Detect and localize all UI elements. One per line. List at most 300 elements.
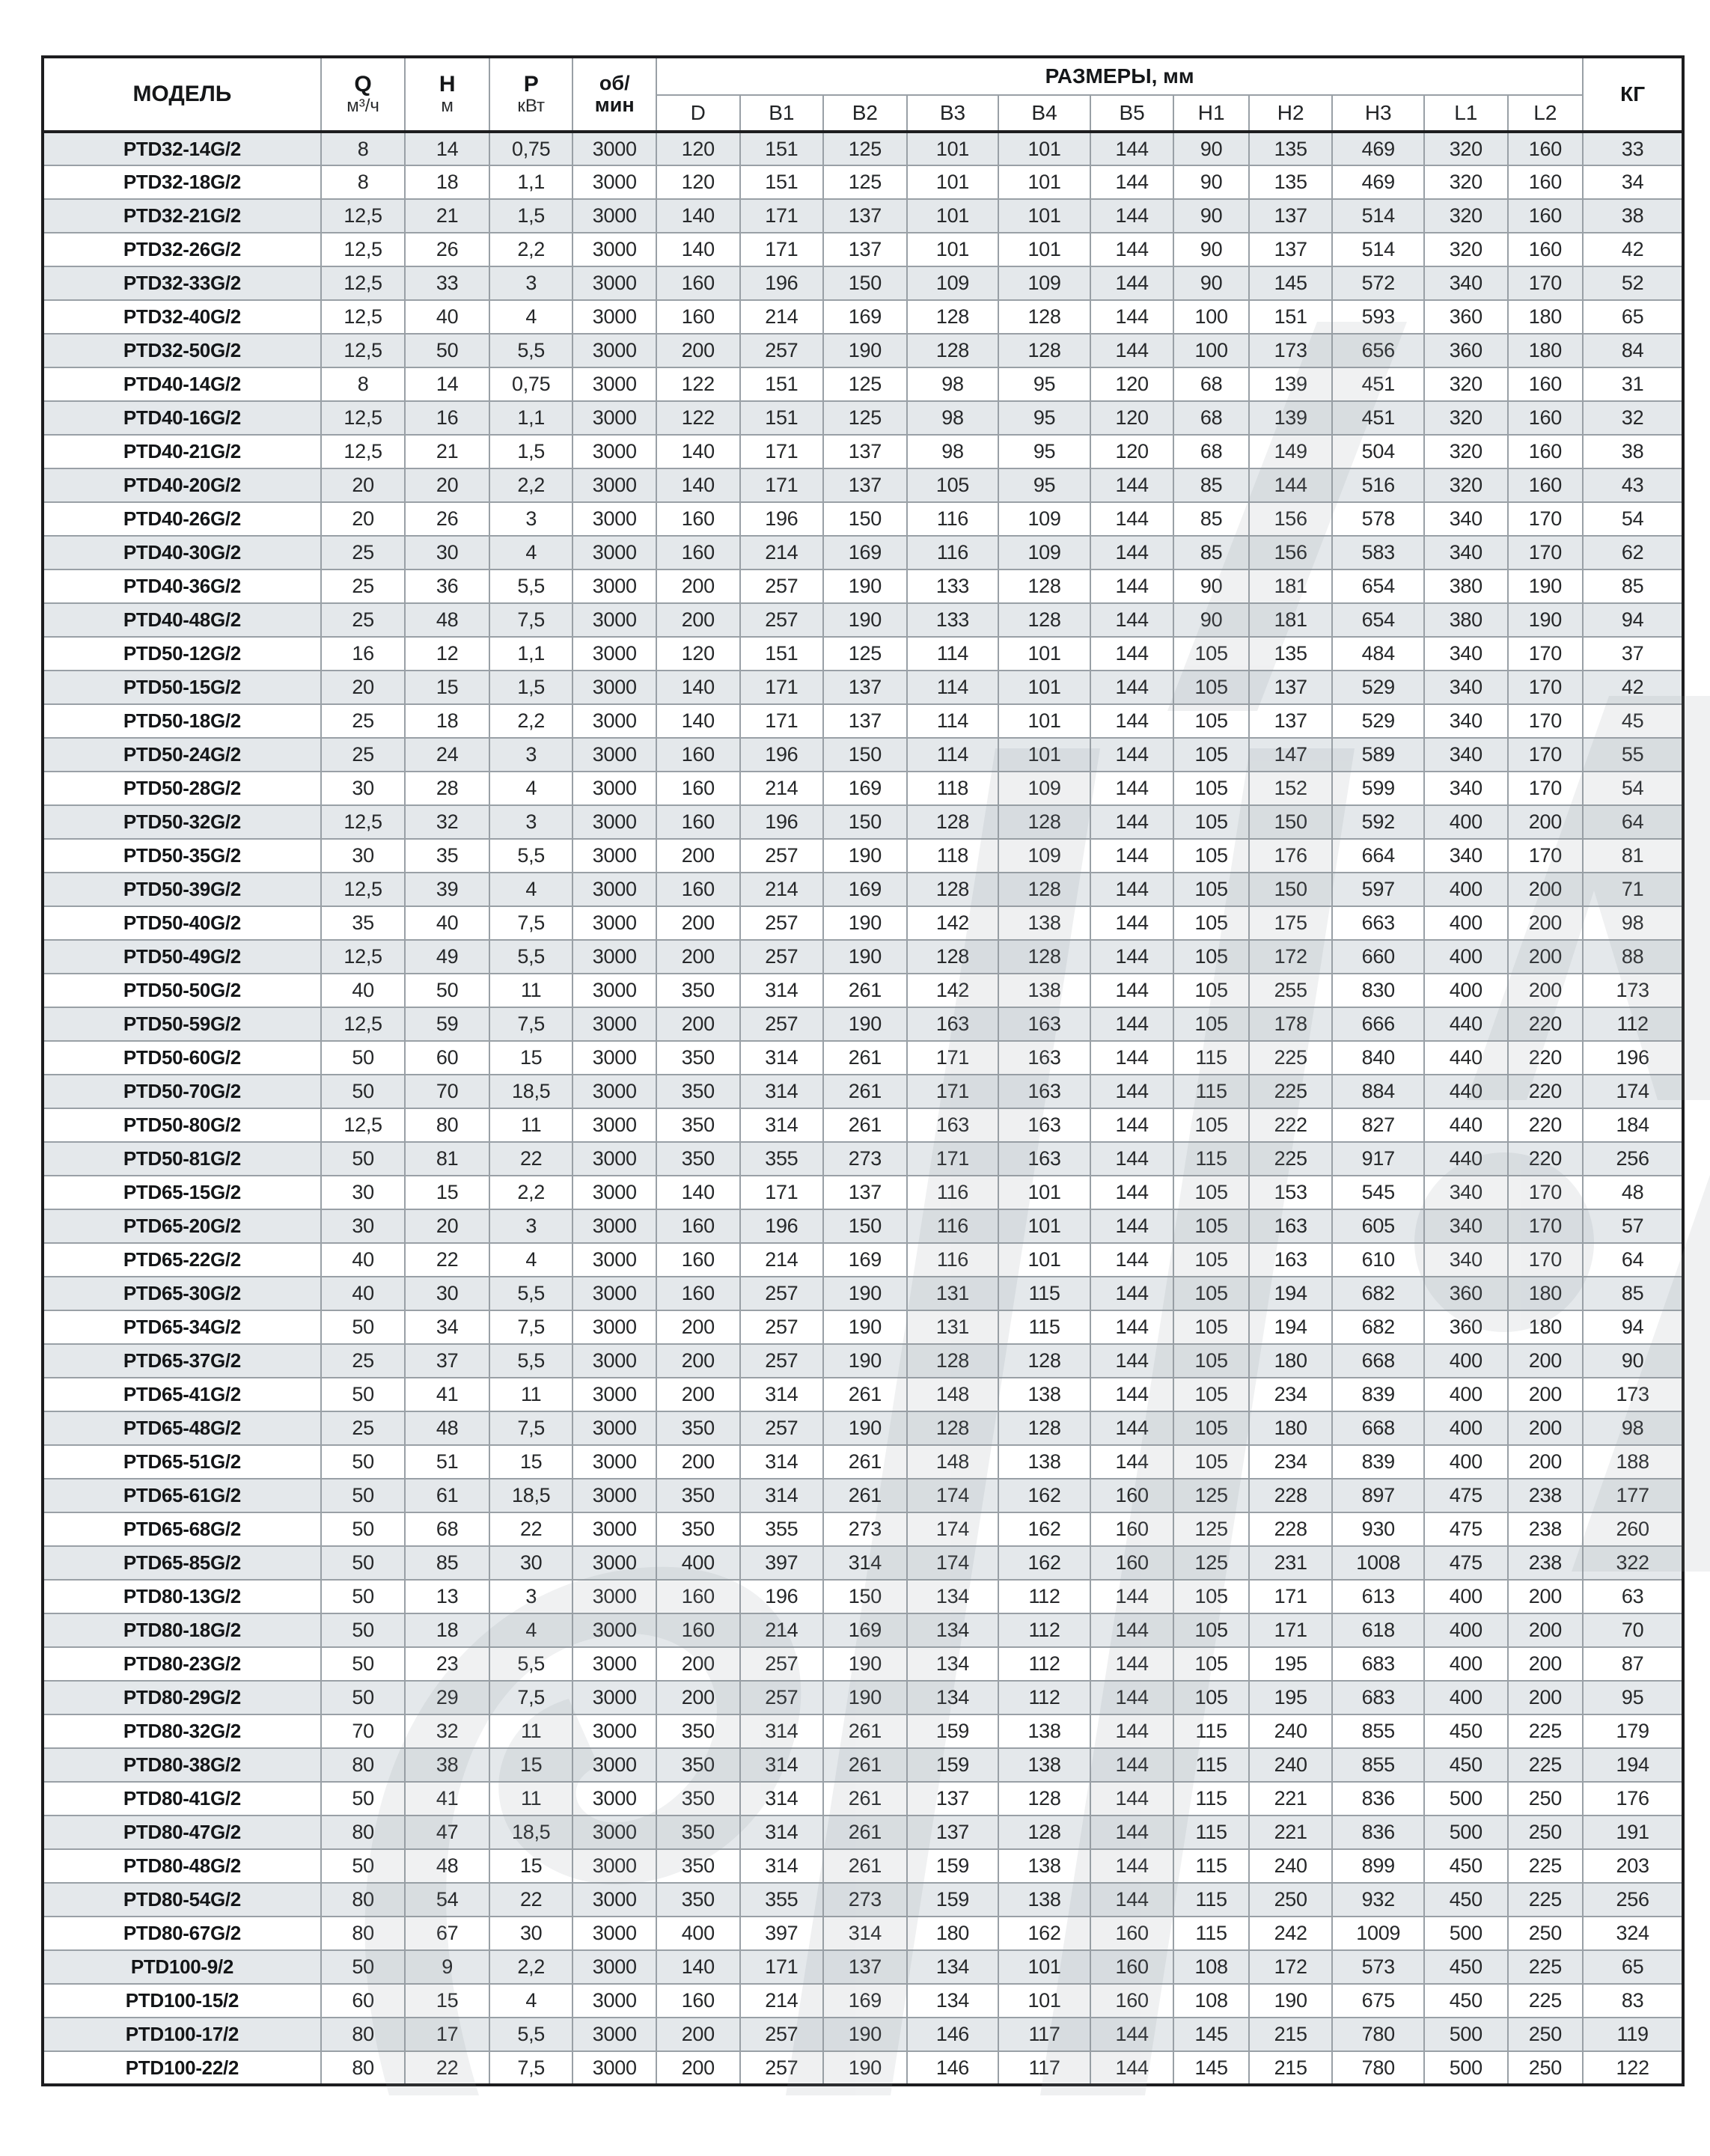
value-cell: 200: [656, 1344, 740, 1378]
value-cell: 144: [1090, 1445, 1174, 1479]
value-cell: 9: [405, 1950, 489, 1984]
table-row: [43, 1748, 1683, 1782]
value-cell: 137: [823, 435, 907, 468]
value-cell: 105: [1173, 704, 1248, 738]
value-cell: 26: [405, 502, 489, 536]
value-cell: 50: [321, 1849, 406, 1883]
value-cell: 85: [1173, 502, 1248, 536]
value-cell: 683: [1332, 1647, 1424, 1681]
value-cell: 128: [998, 569, 1090, 603]
value-cell: 128: [998, 300, 1090, 334]
table-row: [43, 1209, 1683, 1243]
value-cell: 148: [907, 1378, 999, 1411]
value-cell: 32: [1583, 401, 1683, 435]
table-row: [43, 1546, 1683, 1580]
value-cell: 149: [1249, 435, 1333, 468]
value-cell: 613: [1332, 1580, 1424, 1613]
value-cell: 151: [740, 132, 824, 165]
value-cell: 257: [740, 1411, 824, 1445]
value-cell: 144: [1090, 974, 1174, 1007]
value-cell: 160: [1508, 132, 1584, 165]
value-cell: 314: [740, 1041, 824, 1075]
value-cell: 3000: [572, 637, 656, 671]
value-cell: 12,5: [321, 805, 406, 839]
table-row: [43, 1411, 1683, 1445]
table-row: [43, 1613, 1683, 1647]
value-cell: 105: [1173, 873, 1248, 906]
value-cell: 144: [1090, 199, 1174, 233]
value-cell: 340: [1424, 772, 1508, 805]
value-cell: 400: [1424, 1647, 1508, 1681]
value-cell: 160: [656, 502, 740, 536]
model-cell: PTD32-18G/2: [43, 165, 321, 199]
value-cell: 101: [998, 1950, 1090, 1984]
value-cell: 14: [405, 132, 489, 165]
model-cell: PTD65-37G/2: [43, 1344, 321, 1378]
value-cell: 98: [1583, 906, 1683, 940]
table-row: [43, 704, 1683, 738]
value-cell: 3000: [572, 805, 656, 839]
value-cell: 3000: [572, 1378, 656, 1411]
value-cell: 162: [998, 1546, 1090, 1580]
value-cell: 160: [1090, 1917, 1174, 1950]
value-cell: 314: [740, 1782, 824, 1816]
model-cell: PTD65-22G/2: [43, 1243, 321, 1277]
value-cell: 200: [656, 2018, 740, 2051]
value-cell: 21: [405, 435, 489, 468]
value-cell: 101: [907, 233, 999, 266]
value-cell: 144: [1249, 468, 1333, 502]
value-cell: 156: [1249, 502, 1333, 536]
value-cell: 170: [1508, 637, 1584, 671]
value-cell: 160: [656, 536, 740, 569]
value-cell: 125: [823, 401, 907, 435]
value-cell: 105: [1173, 1176, 1248, 1209]
value-cell: 174: [907, 1546, 999, 1580]
value-cell: 238: [1508, 1546, 1584, 1580]
value-cell: 675: [1332, 1984, 1424, 2018]
model-cell: PTD40-21G/2: [43, 435, 321, 468]
value-cell: 144: [1090, 502, 1174, 536]
value-cell: 196: [740, 738, 824, 772]
value-cell: 836: [1332, 1782, 1424, 1816]
value-cell: 3000: [572, 1243, 656, 1277]
value-cell: 138: [998, 906, 1090, 940]
model-cell: PTD80-67G/2: [43, 1917, 321, 1950]
value-cell: 190: [823, 603, 907, 637]
value-cell: 160: [656, 1209, 740, 1243]
value-cell: 3: [489, 1209, 573, 1243]
value-cell: 3000: [572, 1176, 656, 1209]
value-cell: 117: [998, 2051, 1090, 2085]
value-cell: 22: [405, 2051, 489, 2085]
value-cell: 3000: [572, 367, 656, 401]
value-cell: 3000: [572, 1075, 656, 1108]
value-cell: 200: [1508, 1378, 1584, 1411]
value-cell: 17: [405, 2018, 489, 2051]
value-cell: 261: [823, 1378, 907, 1411]
column-header-h1: H1: [1173, 95, 1248, 132]
value-cell: 170: [1508, 502, 1584, 536]
value-cell: 38: [1583, 435, 1683, 468]
model-cell: PTD65-68G/2: [43, 1512, 321, 1546]
value-cell: 22: [489, 1142, 573, 1176]
value-cell: 12,5: [321, 1108, 406, 1142]
value-cell: 0,75: [489, 367, 573, 401]
value-cell: 261: [823, 1816, 907, 1849]
table-header: [43, 57, 1683, 132]
value-cell: 15: [405, 671, 489, 704]
value-cell: 3: [489, 738, 573, 772]
value-cell: 1,1: [489, 401, 573, 435]
value-cell: 68: [1173, 401, 1248, 435]
value-cell: 41: [405, 1378, 489, 1411]
value-cell: 3000: [572, 1445, 656, 1479]
value-cell: 159: [907, 1849, 999, 1883]
model-cell: PTD80-41G/2: [43, 1782, 321, 1816]
value-cell: 150: [823, 502, 907, 536]
value-cell: 257: [740, 2018, 824, 2051]
rpm-line1: об/: [599, 72, 630, 94]
model-cell: PTD65-61G/2: [43, 1479, 321, 1512]
value-cell: 220: [1508, 1108, 1584, 1142]
value-cell: 144: [1090, 1344, 1174, 1378]
value-cell: 256: [1583, 1142, 1683, 1176]
value-cell: 3000: [572, 1883, 656, 1917]
value-cell: 160: [1508, 165, 1584, 199]
value-cell: 156: [1249, 536, 1333, 569]
value-cell: 144: [1090, 569, 1174, 603]
column-header-model: МОДЕЛЬ: [43, 57, 321, 132]
value-cell: 30: [405, 1277, 489, 1310]
table-row: [43, 873, 1683, 906]
value-cell: 70: [405, 1075, 489, 1108]
value-cell: 119: [1583, 2018, 1683, 2051]
value-cell: 3000: [572, 401, 656, 435]
value-cell: 250: [1508, 1782, 1584, 1816]
value-cell: 172: [1249, 940, 1333, 974]
value-cell: 144: [1090, 2018, 1174, 2051]
value-cell: 660: [1332, 940, 1424, 974]
value-cell: 400: [1424, 1681, 1508, 1714]
value-cell: 137: [823, 468, 907, 502]
value-cell: 144: [1090, 1243, 1174, 1277]
column-header-rpm: [572, 57, 656, 132]
value-cell: 314: [740, 1479, 824, 1512]
value-cell: 8: [321, 367, 406, 401]
value-cell: 400: [1424, 940, 1508, 974]
value-cell: 314: [740, 1816, 824, 1849]
value-cell: 169: [823, 1243, 907, 1277]
model-cell: PTD50-59G/2: [43, 1007, 321, 1041]
h-symbol: Н: [439, 72, 456, 97]
value-cell: 340: [1424, 839, 1508, 873]
value-cell: 151: [740, 165, 824, 199]
value-cell: 138: [998, 1748, 1090, 1782]
value-cell: 144: [1090, 1782, 1174, 1816]
value-cell: 190: [823, 1344, 907, 1378]
value-cell: 98: [907, 435, 999, 468]
value-cell: 196: [740, 805, 824, 839]
value-cell: 171: [740, 671, 824, 704]
value-cell: 144: [1090, 1108, 1174, 1142]
value-cell: 34: [405, 1310, 489, 1344]
value-cell: 475: [1424, 1479, 1508, 1512]
model-cell: PTD40-16G/2: [43, 401, 321, 435]
value-cell: 200: [656, 1007, 740, 1041]
value-cell: 115: [1173, 1142, 1248, 1176]
value-cell: 101: [998, 1984, 1090, 2018]
table-row: [43, 805, 1683, 839]
value-cell: 128: [998, 1411, 1090, 1445]
value-cell: 151: [1249, 300, 1333, 334]
value-cell: 32: [405, 1714, 489, 1748]
value-cell: 150: [823, 266, 907, 300]
value-cell: 220: [1508, 1142, 1584, 1176]
value-cell: 101: [998, 199, 1090, 233]
value-cell: 5,5: [489, 1344, 573, 1378]
value-cell: 666: [1332, 1007, 1424, 1041]
value-cell: 118: [907, 772, 999, 805]
value-cell: 0,75: [489, 132, 573, 165]
value-cell: 257: [740, 603, 824, 637]
value-cell: 190: [823, 940, 907, 974]
value-cell: 20: [405, 468, 489, 502]
table-row: [43, 1277, 1683, 1310]
value-cell: 514: [1332, 233, 1424, 266]
model-cell: PTD50-15G/2: [43, 671, 321, 704]
value-cell: 115: [1173, 1041, 1248, 1075]
value-cell: 108: [1173, 1950, 1248, 1984]
value-cell: 170: [1508, 671, 1584, 704]
value-cell: 3000: [572, 1580, 656, 1613]
table-row: [43, 199, 1683, 233]
value-cell: 5,5: [489, 839, 573, 873]
value-cell: 40: [405, 906, 489, 940]
value-cell: 116: [907, 1243, 999, 1277]
value-cell: 932: [1332, 1883, 1424, 1917]
value-cell: 11: [489, 1714, 573, 1748]
value-cell: 360: [1424, 334, 1508, 367]
value-cell: 70: [1583, 1613, 1683, 1647]
value-cell: 105: [1173, 805, 1248, 839]
table-row: [43, 671, 1683, 704]
table-row: [43, 1243, 1683, 1277]
value-cell: 173: [1583, 1378, 1683, 1411]
value-cell: 47: [405, 1816, 489, 1849]
value-cell: 101: [998, 165, 1090, 199]
value-cell: 169: [823, 772, 907, 805]
value-cell: 190: [1249, 1984, 1333, 2018]
model-cell: PTD32-40G/2: [43, 300, 321, 334]
value-cell: 101: [998, 738, 1090, 772]
value-cell: 250: [1508, 1917, 1584, 1950]
value-cell: 3000: [572, 1984, 656, 2018]
value-cell: 150: [1249, 805, 1333, 839]
value-cell: 234: [1249, 1445, 1333, 1479]
value-cell: 18,5: [489, 1075, 573, 1108]
value-cell: 125: [1173, 1546, 1248, 1580]
value-cell: 5,5: [489, 569, 573, 603]
value-cell: 173: [1249, 334, 1333, 367]
value-cell: 4: [489, 300, 573, 334]
value-cell: 3000: [572, 1849, 656, 1883]
table-row: [43, 603, 1683, 637]
value-cell: 64: [1583, 805, 1683, 839]
table-row: [43, 1108, 1683, 1142]
model-cell: PTD40-48G/2: [43, 603, 321, 637]
value-cell: 169: [823, 536, 907, 569]
value-cell: 20: [321, 502, 406, 536]
table-row: [43, 165, 1683, 199]
value-cell: 180: [1508, 1310, 1584, 1344]
value-cell: 225: [1508, 1748, 1584, 1782]
value-cell: 153: [1249, 1176, 1333, 1209]
value-cell: 200: [656, 2051, 740, 2085]
value-cell: 100: [1173, 334, 1248, 367]
value-cell: 125: [1173, 1479, 1248, 1512]
value-cell: 80: [321, 2051, 406, 2085]
table-row: [43, 1816, 1683, 1849]
value-cell: 664: [1332, 839, 1424, 873]
value-cell: 178: [1249, 1007, 1333, 1041]
value-cell: 240: [1249, 1849, 1333, 1883]
value-cell: 200: [656, 940, 740, 974]
value-cell: 68: [405, 1512, 489, 1546]
value-cell: 350: [656, 1142, 740, 1176]
value-cell: 3000: [572, 1041, 656, 1075]
column-header-kg: КГ: [1583, 57, 1683, 132]
value-cell: 3000: [572, 233, 656, 266]
table-row: [43, 401, 1683, 435]
value-cell: 855: [1332, 1748, 1424, 1782]
value-cell: 59: [405, 1007, 489, 1041]
value-cell: 101: [998, 1243, 1090, 1277]
value-cell: 917: [1332, 1142, 1424, 1176]
value-cell: 780: [1332, 2051, 1424, 2085]
value-cell: 101: [907, 165, 999, 199]
value-cell: 682: [1332, 1277, 1424, 1310]
value-cell: 3: [489, 1580, 573, 1613]
value-cell: 137: [1249, 233, 1333, 266]
value-cell: 257: [740, 569, 824, 603]
value-cell: 101: [998, 704, 1090, 738]
value-cell: 138: [998, 1378, 1090, 1411]
value-cell: 105: [1173, 772, 1248, 805]
value-cell: 3: [489, 266, 573, 300]
table-row: [43, 1714, 1683, 1748]
column-header-h: [405, 57, 489, 132]
value-cell: 140: [656, 704, 740, 738]
value-cell: 87: [1583, 1647, 1683, 1681]
value-cell: 128: [998, 940, 1090, 974]
value-cell: 350: [656, 1714, 740, 1748]
value-cell: 140: [656, 671, 740, 704]
value-cell: 173: [1583, 974, 1683, 1007]
value-cell: 214: [740, 1984, 824, 2018]
value-cell: 1,5: [489, 671, 573, 704]
value-cell: 171: [740, 435, 824, 468]
model-cell: PTD65-41G/2: [43, 1378, 321, 1411]
value-cell: 340: [1424, 738, 1508, 772]
value-cell: 94: [1583, 1310, 1683, 1344]
value-cell: 125: [823, 132, 907, 165]
value-cell: 16: [321, 637, 406, 671]
model-cell: PTD80-32G/2: [43, 1714, 321, 1748]
table-row: [43, 367, 1683, 401]
value-cell: 115: [998, 1277, 1090, 1310]
model-cell: PTD65-30G/2: [43, 1277, 321, 1310]
value-cell: 144: [1090, 266, 1174, 300]
value-cell: 109: [998, 536, 1090, 569]
value-cell: 81: [1583, 839, 1683, 873]
value-cell: 90: [1173, 199, 1248, 233]
h-unit: м: [441, 96, 454, 116]
value-cell: 350: [656, 1075, 740, 1108]
value-cell: 257: [740, 1647, 824, 1681]
value-cell: 109: [907, 266, 999, 300]
value-cell: 122: [656, 401, 740, 435]
value-cell: 400: [1424, 1580, 1508, 1613]
value-cell: 14: [405, 367, 489, 401]
value-cell: 12,5: [321, 940, 406, 974]
value-cell: 350: [656, 1108, 740, 1142]
value-cell: 654: [1332, 603, 1424, 637]
model-cell: PTD40-36G/2: [43, 569, 321, 603]
model-cell: PTD50-49G/2: [43, 940, 321, 974]
value-cell: 171: [740, 468, 824, 502]
value-cell: 160: [656, 1277, 740, 1310]
value-cell: 314: [823, 1917, 907, 1950]
value-cell: 257: [740, 1344, 824, 1378]
value-cell: 257: [740, 1007, 824, 1041]
value-cell: 128: [998, 873, 1090, 906]
value-cell: 18: [405, 165, 489, 199]
value-cell: 144: [1090, 1007, 1174, 1041]
value-cell: 160: [656, 300, 740, 334]
model-cell: PTD40-20G/2: [43, 468, 321, 502]
value-cell: 137: [907, 1816, 999, 1849]
value-cell: 200: [656, 1378, 740, 1411]
value-cell: 314: [823, 1546, 907, 1580]
value-cell: 116: [907, 1209, 999, 1243]
value-cell: 200: [656, 569, 740, 603]
value-cell: 839: [1332, 1445, 1424, 1479]
value-cell: 54: [405, 1883, 489, 1917]
value-cell: 144: [1090, 1883, 1174, 1917]
value-cell: 105: [1173, 1445, 1248, 1479]
value-cell: 67: [405, 1917, 489, 1950]
value-cell: 260: [1583, 1512, 1683, 1546]
value-cell: 115: [1173, 1816, 1248, 1849]
value-cell: 30: [405, 536, 489, 569]
value-cell: 50: [321, 1041, 406, 1075]
value-cell: 171: [1249, 1613, 1333, 1647]
value-cell: 170: [1508, 536, 1584, 569]
value-cell: 780: [1332, 2018, 1424, 2051]
value-cell: 83: [1583, 1984, 1683, 2018]
value-cell: 451: [1332, 367, 1424, 401]
value-cell: 25: [321, 704, 406, 738]
value-cell: 22: [405, 1243, 489, 1277]
value-cell: 240: [1249, 1714, 1333, 1748]
column-header-b3: B3: [907, 95, 999, 132]
value-cell: 355: [740, 1883, 824, 1917]
table-row: [43, 839, 1683, 873]
value-cell: 105: [1173, 671, 1248, 704]
value-cell: 30: [489, 1917, 573, 1950]
value-cell: 1008: [1332, 1546, 1424, 1580]
